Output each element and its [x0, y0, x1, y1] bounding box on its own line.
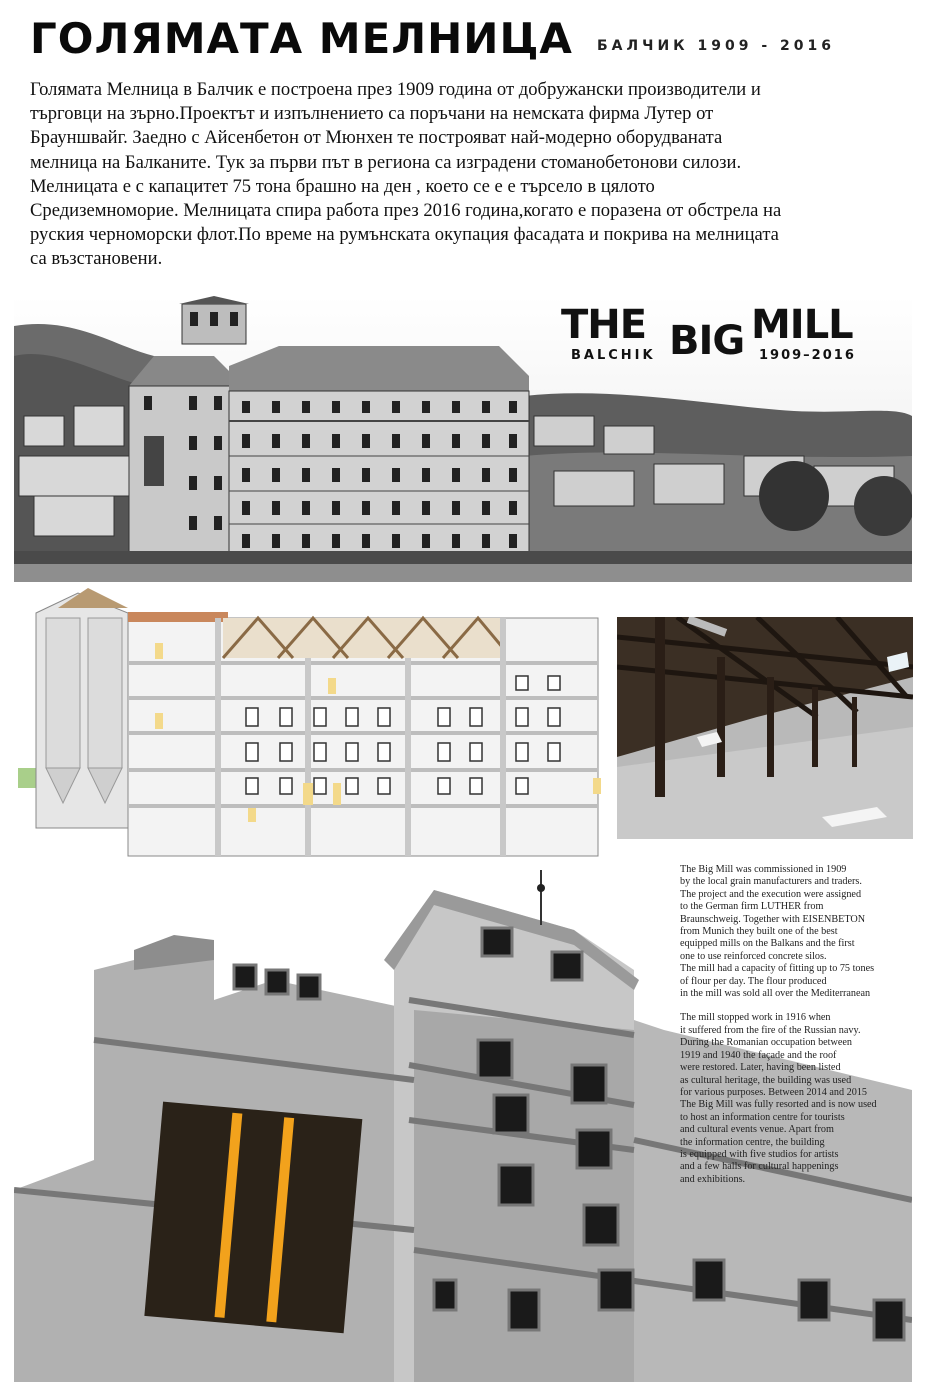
intro-line: Брауншвайг. Заедно с Айсенбетон от Мюнхен те построяват най-модерно оборудваната [30, 127, 723, 149]
english-line: 1919 and 1940 the façade and the roof [680, 1049, 837, 1061]
english-line: to host an information centre for tourists [680, 1111, 845, 1123]
english-line: Braunschweig. Together with EISENBETON [680, 913, 866, 925]
english-line: During the Romanian occupation between [680, 1037, 853, 1049]
logo-big: BIG [669, 318, 745, 364]
intro-line: Мелницата е с капацитет 75 тона брашно на ден , което се е е търсело в цялото [30, 175, 655, 197]
english-line: in the mill was sold all over the Mediterranean [680, 988, 871, 1000]
english-line: The mill had a capacity of fitting up to 75 tones [680, 963, 875, 975]
page-subtitle: БАЛЧИК 1909 - 2016 [597, 38, 835, 54]
english-line: by the local grain manufacturers and traders. [680, 876, 862, 888]
intro-paragraph [30, 78, 900, 272]
page-title: ГОЛЯМАТА МЕЛНИЦА [30, 14, 573, 63]
paragraph-gap [680, 1000, 900, 1012]
big-mill-logo [561, 302, 879, 366]
english-line: The mill stopped work in 1916 when [680, 1012, 831, 1024]
english-description [680, 864, 900, 1186]
english-line: The Big Mill was fully resorted and is now used [680, 1099, 877, 1111]
intro-line: са възстановени. [30, 248, 163, 270]
english-line: equipped mills on the Balkans and the first [680, 938, 855, 950]
english-line: it suffered from the fire of the Russian navy. [680, 1024, 861, 1036]
english-line: is equipped with five studios for artists [680, 1148, 839, 1160]
intro-line: руския черноморски флот.По време на румънската окупация фасадата и покрива на мелницата [30, 224, 779, 246]
english-line: and cultural events venue. Apart from [680, 1124, 834, 1136]
english-line: and exhibitions. [680, 1173, 746, 1185]
intro-line: търговци на зърно.Проектът и изпълнението са поръчани на немската фирма Лутер от [30, 103, 714, 125]
intro-line: Средиземноморие. Мелницата спира работа през 2016 година,когато е поразена от обстрела на [30, 200, 782, 222]
intro-line: мелница на Балканите. Тук за първи път в региона са изградени стоманобетонови силози. [30, 151, 742, 173]
english-line: for various purposes. Between 2014 and 2015 [680, 1086, 868, 1098]
english-line: the information centre, the building [680, 1136, 825, 1148]
english-line: The project and the execution were assigned [680, 888, 862, 900]
english-line: from Munich they built one of the best [680, 926, 838, 938]
section-rendering [18, 588, 606, 858]
intro-line: Голямата Мелница в Балчик е построена през 1909 година от добружански производители и [30, 79, 761, 100]
logo-years: 1909–2016 [759, 348, 856, 363]
english-line: and a few halls for cultural happenings [680, 1161, 839, 1173]
english-line: one to use reinforced concrete silos. [680, 950, 827, 962]
interior-photo [617, 617, 913, 839]
english-line: as cultural heritage, the building was used [680, 1074, 852, 1086]
logo-the: THE [561, 302, 647, 348]
logo-balchik: BALCHIK [571, 348, 656, 363]
english-line: of flour per day. The flour produced [680, 975, 827, 987]
logo-mill: MILL [751, 302, 853, 348]
english-line: to the German firm LUTHER from [680, 901, 824, 913]
english-line: The Big Mill was commissioned in 1909 [680, 864, 847, 875]
english-line: were restored. Later, having been listed [680, 1062, 841, 1074]
